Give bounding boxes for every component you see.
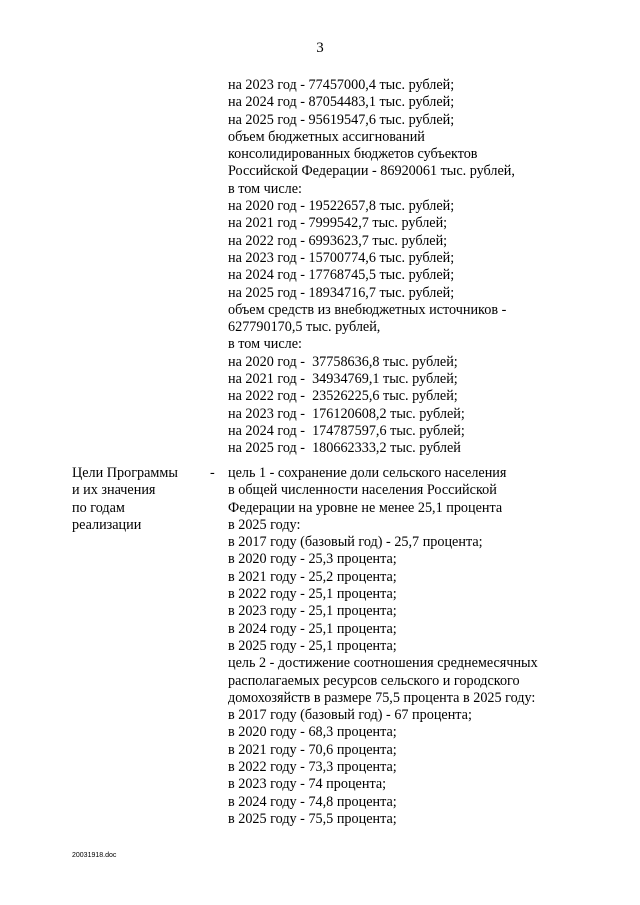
text-line: цель 1 - сохранение доли сельского населения xyxy=(228,465,507,481)
text-line: в 2020 году - 25,3 процента; xyxy=(228,551,397,568)
text-line: на 2020 год - 37758636,8 тыс. рублей; xyxy=(228,353,458,370)
text-line: домохозяйств в размере 75,5 процента в 2025 году: xyxy=(228,689,536,706)
text-line: 627790170,5 тыс. рублей, xyxy=(228,319,381,336)
text-line: в общей численности населения Российской xyxy=(228,482,497,499)
text-line: на 2024 год - 174787597,6 тыс. рублей; xyxy=(228,422,465,439)
text-line: объем средств из внебюджетных источников - xyxy=(228,301,507,318)
text-line: консолидированных бюджетов субъектов xyxy=(228,146,478,163)
text-line: располагаемых ресурсов сельского и городского xyxy=(228,672,520,689)
text-line: в 2022 году - 73,3 процента; xyxy=(228,759,397,776)
page-number: 3 xyxy=(316,40,324,56)
section-label-goals xyxy=(72,465,212,534)
text-line: на 2020 год - 19522657,8 тыс. рублей; xyxy=(228,198,455,215)
label-line: реализации xyxy=(72,516,142,533)
text-line: в 2025 году - 25,1 процента; xyxy=(228,637,397,654)
text-line: на 2022 год - 23526225,6 тыс. рублей; xyxy=(228,388,458,405)
text-line: на 2025 год - 18934716,7 тыс. рублей; xyxy=(228,284,455,301)
text-line: в 2022 году - 25,1 процента; xyxy=(228,586,397,603)
text-line: на 2024 год - 87054483,1 тыс. рублей; xyxy=(228,94,455,111)
footer-filename: 20031918.doc xyxy=(72,852,117,859)
text-line: в 2025 году: xyxy=(228,516,301,533)
text-line: в том числе: xyxy=(228,180,302,197)
text-line: в 2017 году (базовый год) - 67 процента; xyxy=(228,707,472,724)
text-line: на 2021 год - 7999542,7 тыс. рублей; xyxy=(228,215,448,232)
text-line: в 2024 году - 74,8 процента; xyxy=(228,793,397,810)
text-line: в 2025 году - 75,5 процента; xyxy=(228,810,397,827)
label-dash: - xyxy=(210,465,215,481)
text-line: цель 2 - достижение соотношения среднемесячных xyxy=(228,655,538,672)
funding-text-block xyxy=(228,77,628,458)
text-line: в 2017 году (базовый год) - 25,7 процента; xyxy=(228,534,483,551)
text-line: на 2024 год - 17768745,5 тыс. рублей; xyxy=(228,267,455,284)
text-line: в 2021 году - 70,6 процента; xyxy=(228,741,397,758)
text-line: Российской Федерации - 86920061 тыс. рублей, xyxy=(228,163,515,180)
text-line: в 2024 году - 25,1 процента; xyxy=(228,620,397,637)
text-line: в 2021 году - 25,2 процента; xyxy=(228,568,397,585)
text-line: на 2025 год - 95619547,6 тыс. рублей; xyxy=(228,111,455,128)
text-line: на 2023 год - 77457000,4 тыс. рублей; xyxy=(228,77,455,93)
text-line: на 2021 год - 34934769,1 тыс. рублей; xyxy=(228,371,458,388)
text-line: в 2023 году - 74 процента; xyxy=(228,776,387,793)
text-line: в том числе: xyxy=(228,336,302,353)
label-line: Цели Программы xyxy=(72,465,178,481)
goals-text-block xyxy=(228,465,628,828)
text-line: Федерации на уровне не менее 25,1 процента xyxy=(228,499,503,516)
text-line: на 2023 год - 176120608,2 тыс. рублей; xyxy=(228,405,465,422)
text-line: на 2023 год - 15700774,6 тыс. рублей; xyxy=(228,249,455,266)
text-line: в 2020 году - 68,3 процента; xyxy=(228,724,397,741)
label-line: по годам xyxy=(72,499,125,516)
text-line: в 2023 году - 25,1 процента; xyxy=(228,603,397,620)
text-line: на 2022 год - 6993623,7 тыс. рублей; xyxy=(228,232,448,249)
label-line: и их значения xyxy=(72,482,156,499)
text-line: на 2025 год - 180662333,2 тыс. рублей xyxy=(228,440,461,457)
text-line: объем бюджетных ассигнований xyxy=(228,128,425,145)
